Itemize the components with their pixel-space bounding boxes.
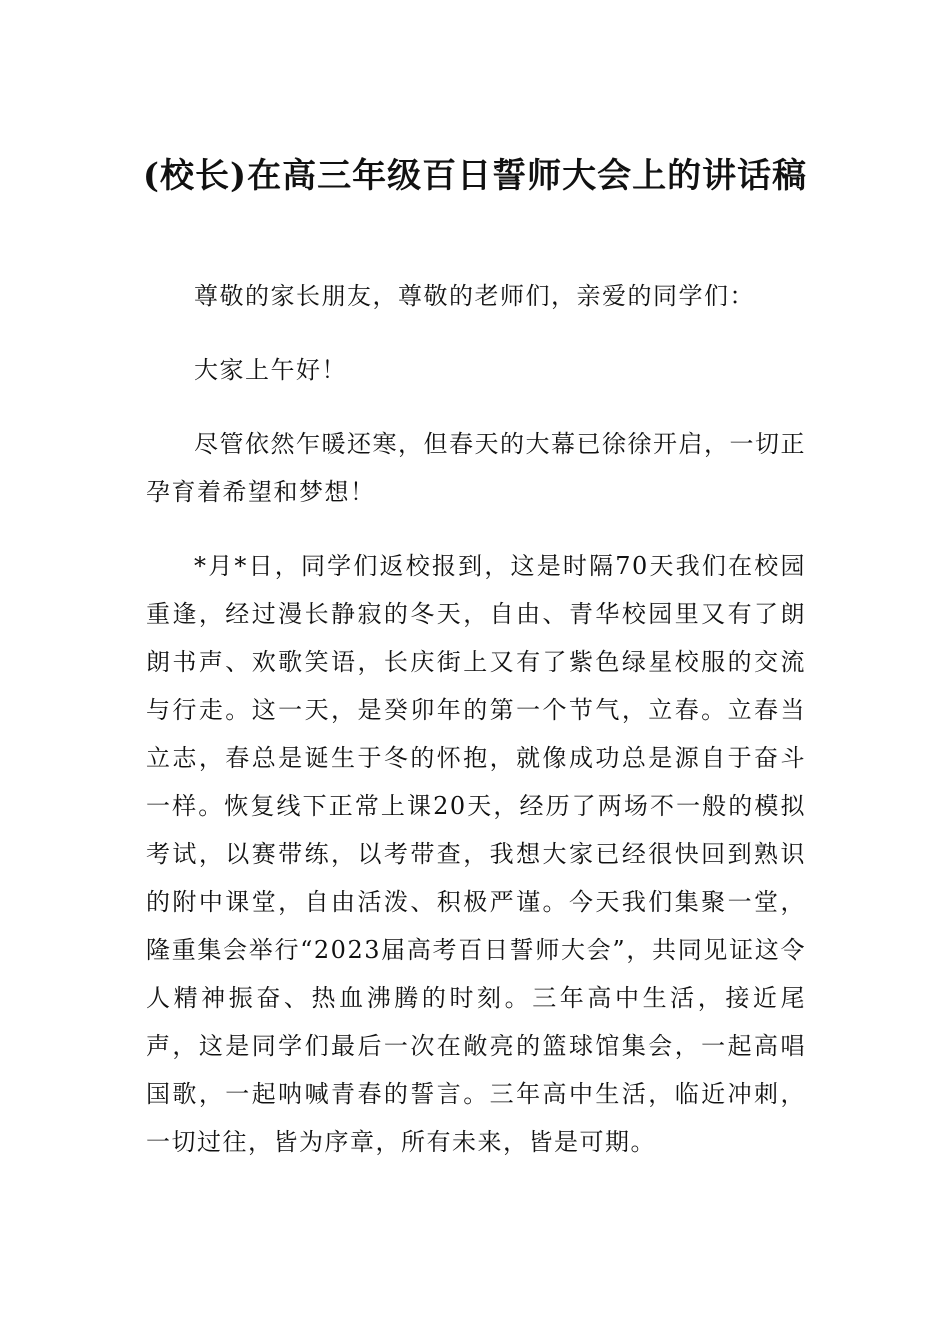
salutation-paragraph: 尊敬的家长朋友，尊敬的老师们，亲爱的同学们： bbox=[194, 282, 755, 310]
body-paragraph: 尽管依然乍暖还寒，但春天的大幕已徐徐开启，一切正孕育着希望和梦想！ bbox=[146, 430, 806, 506]
greeting-paragraph: 大家上午好！ bbox=[194, 356, 347, 384]
body-paragraph: *月*日，同学们返校报到，这是时隔70天我们在校园重逢，经过漫长静寂的冬天，自由、青华校园里又有了朗朗书声、欢歌笑语，长庆街上又有了紫色绿星校服的交流与行走。这一天，是癸卯年的第一个节气，立春。立春当立志，春总是诞生于冬的怀抱，就像成功总是源自于奋斗一样。恢复线下正常上课20天，经历了两场不一般的模拟考试，以赛带练，以考带查，我想大家已经很快回到熟识的附中课堂，自由活泼、积极严谨。今天我们集聚一堂，隆重集会举行“2023届高考百日誓师大会”，共同见证这令人精神振奋、热血沸腾的时刻。三年高中生活，接近尾声，这是同学们最后一次在敞亮的篮球馆集会，一起高唱国歌，一起呐喊青春的誓言。三年高中生活，临近冲刺，一切过往，皆为序章，所有未来，皆是可期。 bbox=[146, 552, 806, 1156]
document-title: (校长)在高三年级百日誓师大会上的讲话稿 bbox=[142, 156, 808, 196]
document-body bbox=[146, 272, 806, 1192]
